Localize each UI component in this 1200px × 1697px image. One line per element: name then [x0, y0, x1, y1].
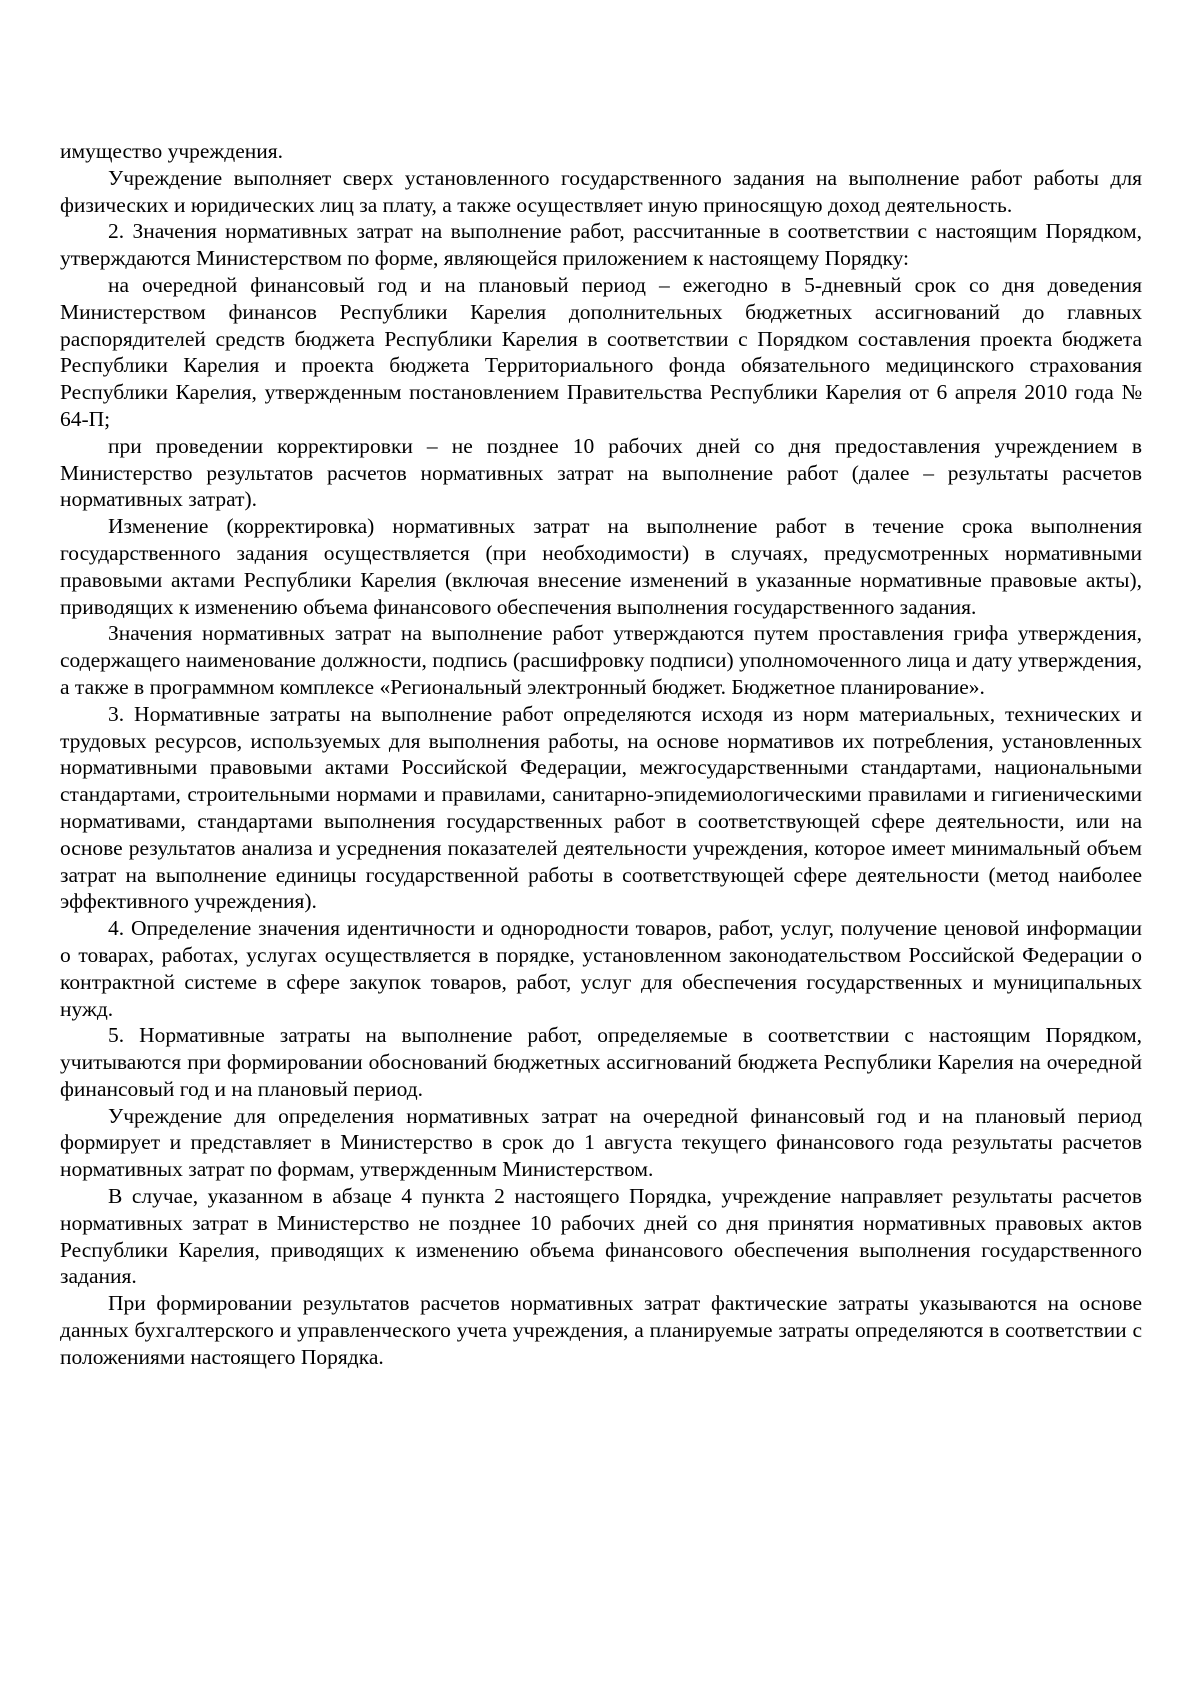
document-page — [60, 138, 1142, 1371]
paragraph-item-2: 2. Значения нормативных затрат на выполнение работ, рассчитанные в соответствии с настоящим Порядком, утверждаются Министерством по форме, являющейся приложением к настоящему Порядку: — [60, 219, 1142, 271]
paragraph-item-3: 3. Нормативные затраты на выполнение работ определяются исходя из норм материальных, технических и трудовых ресурсов, используемых для выполнения работы, на основе нормативов их потребления, установленных нормативными правовыми актами Российской Федерации, межгосударственными стандартами, национальными стандартами, строительными нормами и правилами, санитарно-эпидемиологическими правилами и гигиеническими нормативами, стандартами выполнения государственных работ в соответствующей сфере деятельности, или на основе результатов анализа и усреднения показателей деятельности учреждения, которое имеет минимальный объем затрат на выполнение единицы государственной работы в соответствующей сфере деятельности (метод наиболее эффективного учреждения). — [60, 701, 1142, 914]
paragraph-item-2-next-year: на очередной финансовый год и на плановый период – ежегодно в 5-дневный срок со дня доведения Министерством финансов Республики Карелия дополнительных бюджетных ассигнований до главных распорядителей средств бюджета Республики Карелия в соответствии с Порядком составления проекта бюджета Республики Карелия и проекта бюджета Территориального фонда обязательного медицинского страхования Республики Карелия, утвержденным постановлением Правительства Республики Карелия от 6 апреля 2010 года № 64-П; — [60, 272, 1142, 431]
paragraph-item-5: 5. Нормативные затраты на выполнение работ, определяемые в соответствии с настоящим Порядком, учитываются при формировании обоснований бюджетных ассигнований бюджета Республики Карелия на очередной финансовый год и на плановый период. — [60, 1023, 1142, 1101]
paragraph-paid-activities: Учреждение выполняет сверх установленного государственного задания на выполнение работ работы для физических и юридических лиц за плату, а также осуществляет иную приносящую доход деятельность. — [60, 165, 1142, 217]
paragraph-item-2-approval: Значения нормативных затрат на выполнение работ утверждаются путем проставления грифа утверждения, содержащего наименование должности, подпись (расшифровку подписи) уполномоченного лица и дату утверждения, а также в программном комплексе «Региональный электронный бюджет. Бюджетное планирование». — [60, 621, 1142, 699]
paragraph-property-continuation: имущество учреждения. — [60, 139, 284, 163]
paragraph-item-2-correction: при проведении корректировки – не позднее 10 рабочих дней со дня предоставления учреждением в Министерство результатов расчетов нормативных затрат на выполнение работ (далее – результаты расчетов нормативных затрат). — [60, 433, 1142, 512]
paragraph-item-5-deadline: Учреждение для определения нормативных затрат на очередной финансовый год и на плановый период формирует и представляет в Министерство в срок до 1 августа текущего финансового года результаты расчетов нормативных затрат по формам, утвержденным Министерством. — [60, 1103, 1142, 1182]
paragraph-item-4: 4. Определение значения идентичности и однородности товаров, работ, услуг, получение ценовой информации о товарах, работах, услугах осуществляется в порядке, установленном законодательством Российской Федерации о контрактной системе в сфере закупок товаров, работ, услуг для обеспечения государственных и муниципальных нужд. — [60, 916, 1142, 1021]
paragraph-item-5-actual-costs: При формировании результатов расчетов нормативных затрат фактические затраты указываются на основе данных бухгалтерского и управленческого учета учреждения, а планируемые затраты определяются в соответствии с положениями настоящего Порядка. — [60, 1291, 1142, 1369]
paragraph-item-2-change: Изменение (корректировка) нормативных затрат на выполнение работ в течение срока выполнения государственного задания осуществляется (при необходимости) в случаях, предусмотренных нормативными правовыми актами Республики Карелия (включая внесение изменений в указанные нормативные правовые акты), приводящих к изменению объема финансового обеспечения выполнения государственного задания. — [60, 514, 1142, 619]
paragraph-item-5-case: В случае, указанном в абзаце 4 пункта 2 настоящего Порядка, учреждение направляет результаты расчетов нормативных затрат в Министерство не позднее 10 рабочих дней со дня принятия нормативных правовых актов Республики Карелия, приводящих к изменению объема финансового обеспечения выполнения государственного задания. — [60, 1184, 1142, 1289]
